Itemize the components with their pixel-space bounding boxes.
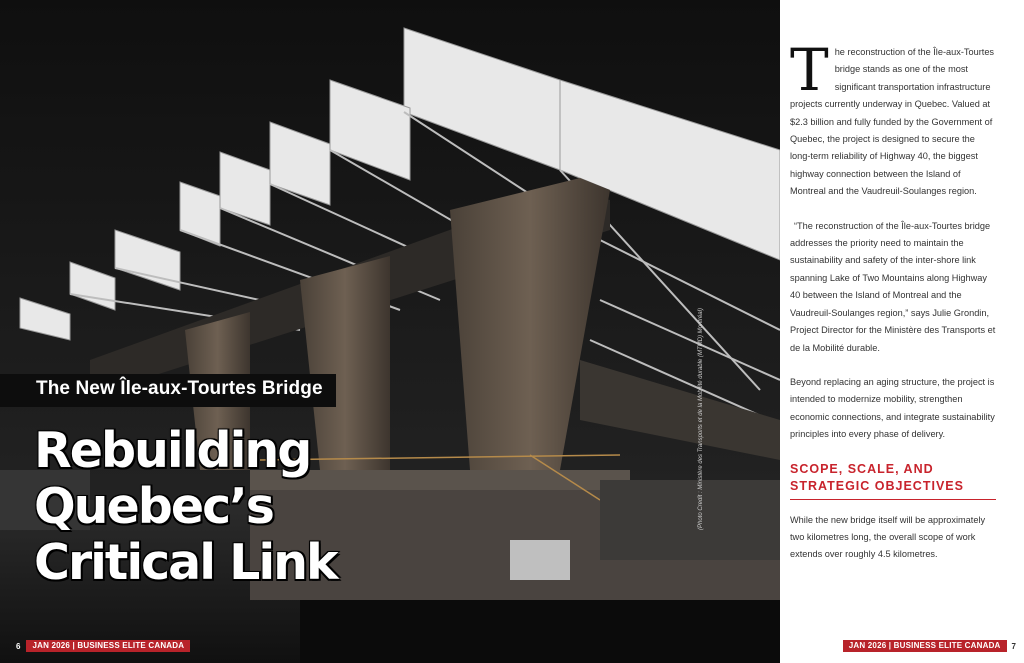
left-page-number: 6: [16, 641, 21, 651]
headline-line-3: Critical Link: [34, 534, 337, 591]
right-page-number: 7: [1011, 641, 1016, 651]
left-folio: [16, 640, 190, 652]
section-heading: SCOPE, SCALE, AND STRATEGIC OBJECTIVES: [790, 461, 996, 500]
paragraph-3: Beyond replacing an aging structure, the project is intended to modernize mobility, strengthen economic connections, and integrate sustainability principles into every phase of delivery.: [790, 376, 995, 440]
paragraph-1: [790, 36, 996, 201]
headline-line-1: Rebuilding: [34, 422, 311, 479]
article-text-page: [780, 0, 1024, 663]
right-folio: [843, 640, 1016, 652]
article-headline: [34, 423, 454, 591]
headline-line-2: Quebec’s: [34, 478, 273, 535]
drop-cap: T: [790, 36, 829, 104]
paragraph-2: “The reconstruction of the Île-aux-Tourtes bridge addresses the priority need to maintain the sustainability and safety of the inter-shore link spanning Lake of Two Mountains along Highway 40 between the Island of Montreal and the Vaudreuil-Soulanges region,” says Julie Grondin, Project Director for the Ministère des Transports et de la Mobilité durable.: [790, 220, 996, 353]
article-kicker: The New Île-aux-Tourtes Bridge: [36, 378, 323, 399]
photo-credit: (Photo Credit : Ministère des Transports et de la Mobilité durable (MTMD) Montréal): [698, 308, 704, 530]
left-folio-label: JAN 2026 | BUSINESS ELITE CANADA: [26, 640, 190, 652]
paragraph-4: While the new bridge itself will be approximately two kilometres long, the overall scope of work extends over roughly 4.5 kilometres.: [790, 514, 986, 560]
article-body: [790, 36, 996, 581]
paragraph-1-text: he reconstruction of the Île-aux-Tourtes bridge stands as one of the most significant transportation infrastructure projects currently underway in Quebec. Valued at $2.3 billion and fully funded by the Government of Quebec, the project is designed to secure the long-term reliability of Highway 40, the biggest highway connection between the Island of Montreal and the Vaudreuil-Soulanges region.: [790, 47, 995, 197]
right-folio-label: JAN 2026 | BUSINESS ELITE CANADA: [843, 640, 1007, 652]
